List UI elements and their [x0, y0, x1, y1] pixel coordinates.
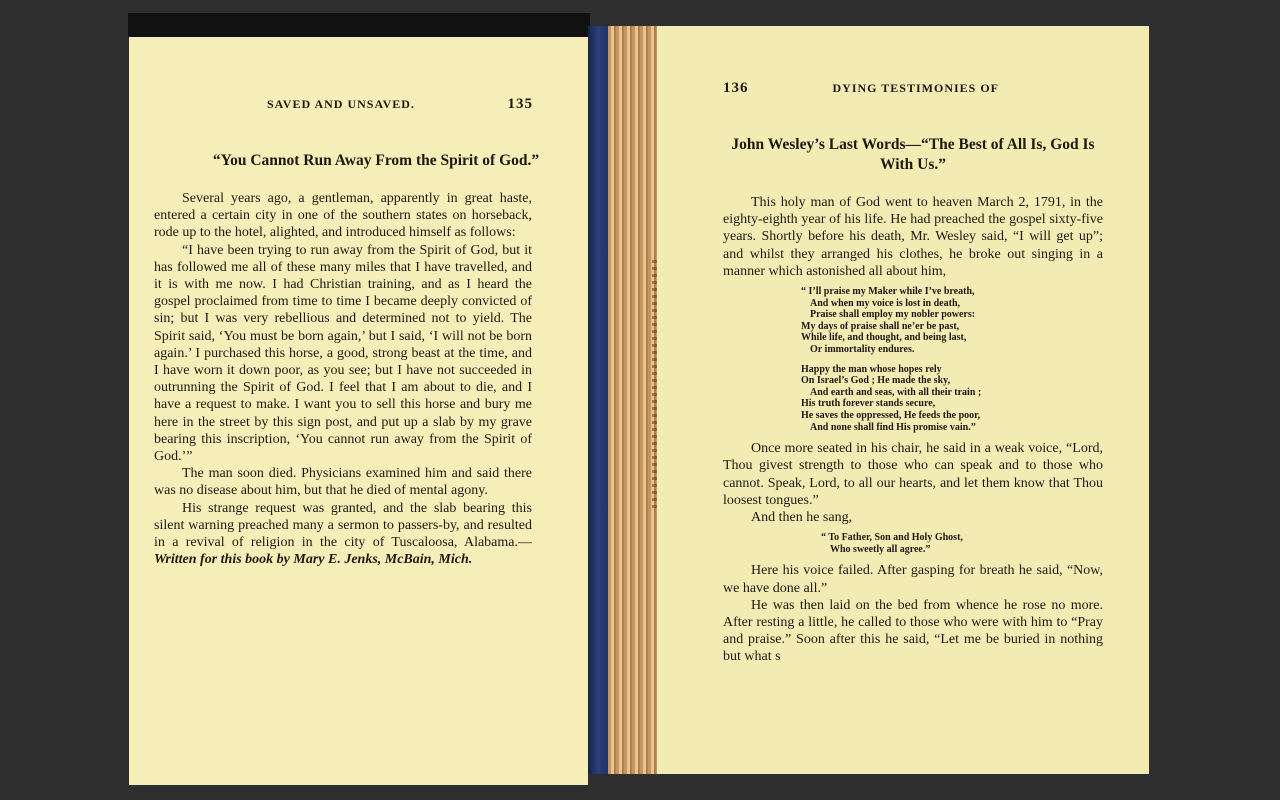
left-article-body: [154, 190, 532, 568]
right-article-title: John Wesley’s Last Words—“The Best of All Is, God Is With Us.”: [731, 136, 1095, 173]
right-paragraph-2: Once more seated in his chair, he said in a weak voice, “Lord, Thou givest strength to those who can speak and to those who cannot. Speak, Lord, to all our hearts, and let them know that Thou loosest tongues.”: [723, 441, 1103, 508]
left-paragraph-1: Several years ago, a gentleman, apparently in great haste, entered a certain city in one of the southern states on horseback, rode up to the hotel, alighted, and introduced himself as follows:: [154, 191, 532, 241]
page-edges: [608, 26, 658, 774]
right-running-head-title: DYING TESTIMONIES OF: [832, 81, 999, 95]
left-paragraph-4: [154, 500, 532, 569]
left-page: [129, 37, 588, 785]
left-byline: Written for this book by Mary E. Jenks, McBain, Mich.: [154, 552, 473, 568]
poem-stanza-2: [801, 364, 1103, 434]
poem-line: He saves the oppressed, He feeds the poor,: [801, 409, 981, 421]
left-running-head: [267, 96, 533, 113]
poem-line: And when my voice is lost in death,: [810, 297, 961, 309]
poem-line: Who sweetly all agree.”: [830, 543, 931, 555]
left-running-head-title: SAVED AND UNSAVED.: [267, 97, 415, 111]
poem-line: His truth forever stands secure,: [801, 398, 936, 410]
poem-line: “ I’ll praise my Maker while I’ve breath,: [801, 286, 975, 298]
poem-line: Or immortality endures.: [810, 343, 915, 355]
poem-line: And earth and seas, with all their train ;: [810, 386, 982, 398]
doxology-poem: [821, 532, 1103, 555]
left-page-number: 135: [507, 96, 533, 112]
poem-line: While life, and thought, and being last,: [801, 332, 967, 344]
right-page-number: 136: [723, 80, 749, 96]
poem-line: My days of praise shall ne’er be past,: [801, 320, 960, 332]
right-paragraph-5: He was then laid on the bed from whence he rose no more. After resting a little, he called to those who were with him to “Pray and praise.” Soon after this he said, “Let me be buried in nothing but what s: [723, 597, 1103, 665]
right-article-body: [723, 194, 1103, 666]
left-paragraph-2: “I have been trying to run away from the Spirit of God, but it has followed me all of these many miles that I have travelled, and it is with me now. I had Christian training, and as I heard the gospel proclaimed from time to time I became deeply convicted of sin; but I was very rebellious and determined not to yield. The Spirit said, ‘You must be born again,’ but I said, ‘I will not be born again.’ I purchased this horse, a good, strong beast at the time, and I have worn it down poor, as you see; but I have not succeeded in outrunning the Spirit of God. I feel that I am about to die, and I have a request to make. I want you to sell this horse and bury me here in the street by this sign post, and put up a slab by my grave bearing this inscription, ‘You cannot run away from the Spirit of God.’”: [154, 242, 532, 465]
right-running-head: [723, 80, 999, 97]
left-paragraph-3: The man soon died. Physicians examined him and said there was no disease about him, but that he died of mental agony.: [154, 466, 532, 499]
poem-line: Praise shall employ my nobler powers:: [810, 309, 976, 321]
right-paragraph-3: And then he sang,: [751, 509, 853, 525]
right-paragraph-1: This holy man of God went to heaven March 2, 1791, in the eighty-eighth year of his life. He had preached the gospel sixty-five years. Shortly before his death, Mr. Wesley said, “I will get up”; and whilst they arranged his clothes, he broke out singing in a manner which astonished all about him,: [723, 195, 1103, 279]
scan-border-top: [128, 13, 590, 37]
poem-line: And none shall find His promise vain.”: [810, 421, 976, 433]
left-last-paragraph-text: His strange request was granted, and the slab bearing this silent warning preached many a sermon to passers-by, and resulted in a revival of religion in the city of Tuscaloosa, Alabama.—: [154, 500, 532, 551]
right-page: [657, 26, 1149, 774]
left-article-title: “You Cannot Run Away From the Spirit of God.”: [212, 152, 540, 169]
poem-line: Happy the man whose hopes rely: [801, 363, 942, 375]
poem-line: “ To Father, Son and Holy Ghost,: [821, 532, 963, 544]
poem-stanza-1: [801, 286, 1103, 356]
wesley-poem: [801, 286, 1103, 433]
right-paragraph-4: Here his voice failed. After gasping for breath he said, “Now, we have done all.”: [723, 563, 1103, 596]
poem-line: On Israel’s God ; He made the sky,: [801, 375, 951, 387]
